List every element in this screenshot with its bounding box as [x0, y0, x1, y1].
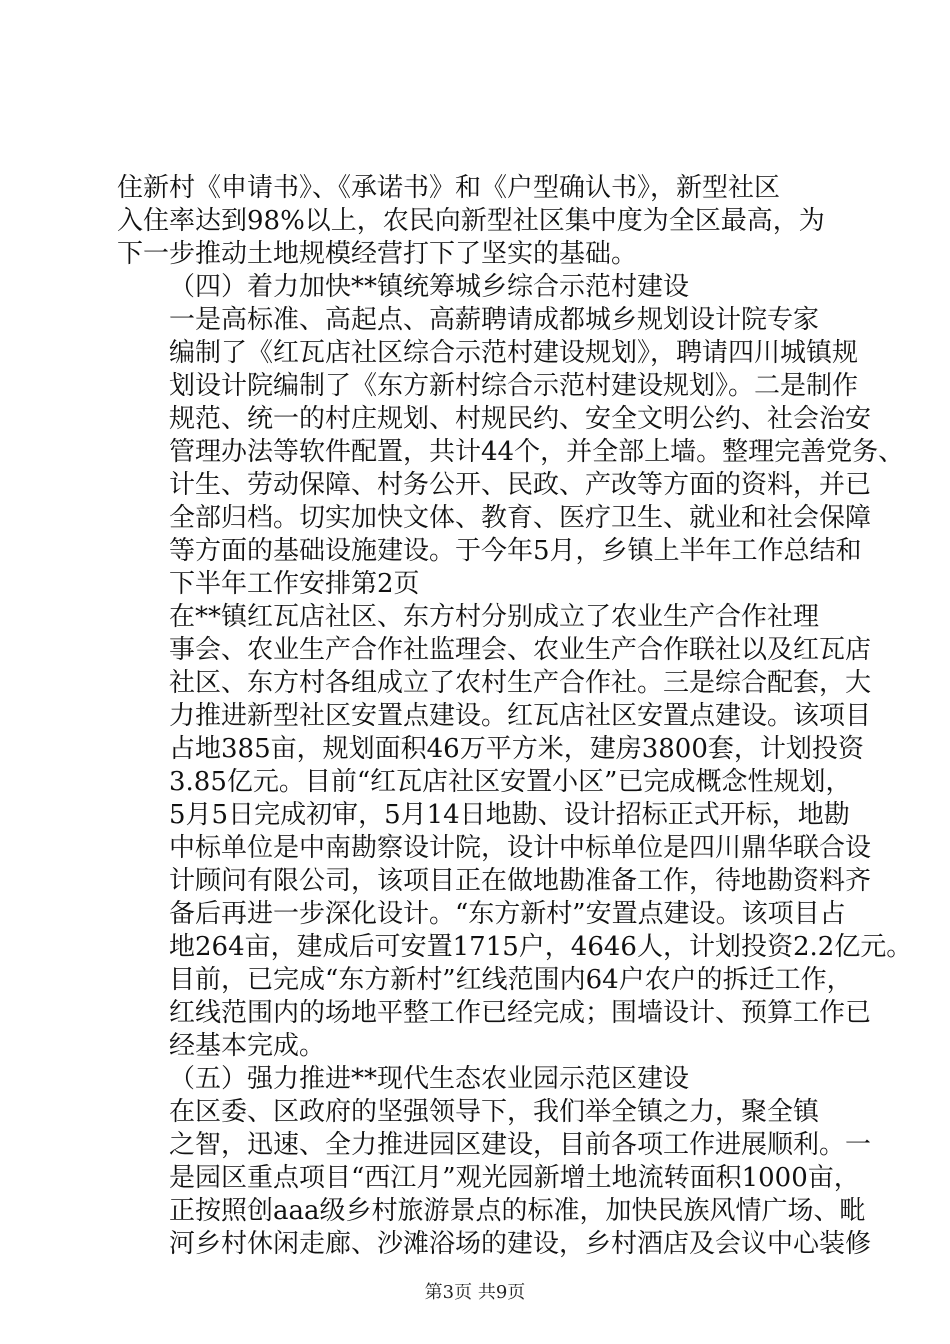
text-line: 管理办法等软件配置，共计44个，并全部上墙。整理完善党务、	[169, 437, 905, 467]
paragraph	[117, 304, 905, 601]
text-line: 住新村《申请书》、《承诺书》和《户型确认书》，新型社区	[117, 173, 781, 203]
text-line: 社区、东方村各组成立了农村生产合作社。三是综合配套，大	[169, 668, 872, 698]
paragraph	[117, 172, 837, 271]
text-line: 全部归档。切实加快文体、教育、医疗卫生、就业和社会保障	[169, 503, 872, 533]
text-line: 中标单位是中南勘察设计院，设计中标单位是四川鼎华联合设	[169, 833, 872, 863]
text-line: 经基本完成。	[169, 1031, 326, 1061]
text-line: 5月5日完成初审，5月14日地勘、设计招标正式开标，地勘	[169, 800, 850, 830]
text-line: 下一步推动土地规模经营打下了坚实的基础。	[117, 239, 638, 269]
text-line: 在**镇红瓦店社区、东方村分别成立了农业生产合作社理	[169, 602, 820, 632]
text-line: 计顾问有限公司，该项目正在做地勘准备工作，待地勘资料齐	[169, 866, 872, 896]
text-line: 规范、统一的村庄规划、村规民约、安全文明公约、社会治安	[169, 404, 872, 434]
text-line: 3.85亿元。目前“红瓦店社区安置小区”已完成概念性规划，	[169, 767, 852, 797]
document-body	[117, 172, 913, 1261]
text-line: 下半年工作安排第2页	[169, 569, 420, 599]
paragraph	[117, 271, 837, 304]
page-footer: 第3页 共9页	[424, 1282, 526, 1303]
text-line: 在区委、区政府的坚强领导下，我们举全镇之力，聚全镇	[169, 1097, 820, 1127]
text-line: 编制了《红瓦店社区综合示范村建设规划》，聘请四川城镇规	[169, 338, 859, 368]
text-line: 计生、劳动保障、村务公开、民政、产改等方面的资料，并已	[169, 470, 872, 500]
text-line: 事会、农业生产合作社监理会、农业生产合作联社以及红瓦店	[169, 635, 872, 665]
text-line: （五）强力推进**现代生态农业园示范区建设	[169, 1064, 690, 1094]
text-line: 目前，已完成“东方新村”红线范围内64户农户的拆迁工作，	[169, 965, 853, 995]
text-line: 备后再进一步深化设计。“东方新村”安置点建设。该项目占	[169, 899, 846, 929]
text-line: 河乡村休闲走廊、沙滩浴场的建设，乡村酒店及会议中心装修	[169, 1229, 872, 1259]
text-line: （四）着力加快**镇统筹城乡综合示范村建设	[169, 272, 690, 302]
paragraph	[117, 1096, 872, 1261]
text-line: 正按照创aaa级乡村旅游景点的标准，加快民族风情广场、毗	[169, 1196, 866, 1226]
paragraph	[117, 601, 913, 1063]
text-line: 地264亩，建成后可安置1715户，4646人，计划投资2.2亿元。	[169, 932, 913, 962]
text-line: 占地385亩，规划面积46万平方米，建房3800套，计划投资	[169, 734, 864, 764]
text-line: 一是高标准、高起点、高薪聘请成都城乡规划设计院专家	[169, 305, 820, 335]
text-line: 力推进新型社区安置点建设。红瓦店社区安置点建设。该项目	[169, 701, 872, 731]
text-line: 入住率达到98%以上，农民向新型社区集中度为全区最高，为	[117, 206, 825, 236]
text-line: 等方面的基础设施建设。于今年5月，乡镇上半年工作总结和	[169, 536, 862, 566]
text-line: 之智，迅速、全力推进园区建设，目前各项工作进展顺利。一	[169, 1130, 872, 1160]
text-line: 红线范围内的场地平整工作已经完成；围墙设计、预算工作已	[169, 998, 872, 1028]
paragraph	[117, 1063, 837, 1096]
text-line: 划设计院编制了《东方新村综合示范村建设规划》。二是制作	[169, 371, 859, 401]
text-line: 是园区重点项目“西江月”观光园新增土地流转面积1000亩，	[169, 1163, 860, 1193]
